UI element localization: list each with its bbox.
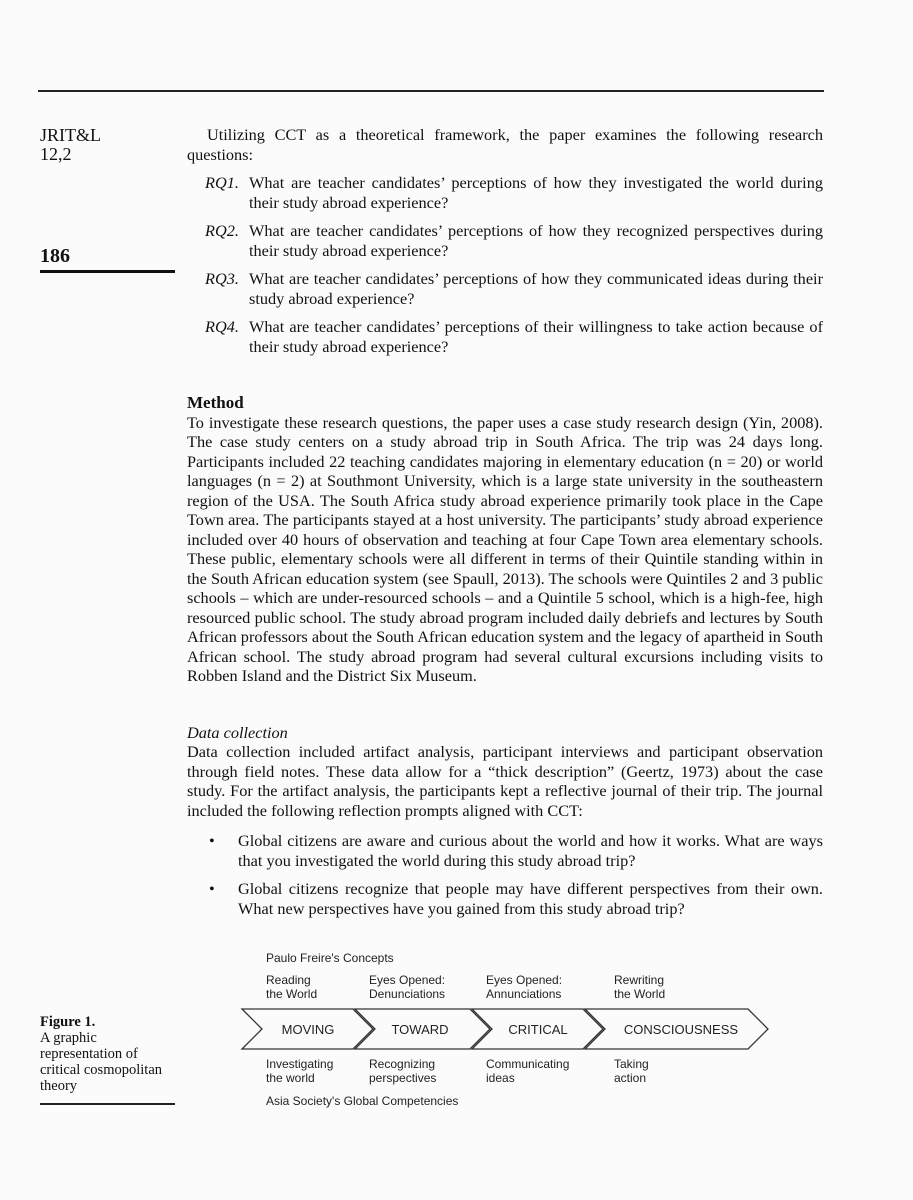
journal-id [40,126,101,164]
figure-top-title: Paulo Freire's Concepts [266,951,394,965]
competency-line: Communicating [486,1057,570,1071]
main-text [187,125,823,927]
competency-label [614,1057,649,1085]
competency-label [266,1057,333,1085]
research-question [205,221,823,260]
rq-text: What are teacher candidates’ perceptions of how they investigated the world during their study abroad experience? [249,173,823,212]
research-question [205,317,823,356]
bullet-text: Global citizens are aware and curious about the world and how it works. What are ways that you investigated the world during this study abroad trip? [238,831,823,870]
chevron-arrow [472,1009,603,1049]
arrow-word: CRITICAL [508,1022,568,1037]
rq-label: RQ3. [205,269,239,288]
concept-label [614,973,665,1001]
competency-line: Recognizing [369,1057,436,1071]
rq-label: RQ4. [205,317,239,336]
competency-line: action [614,1071,647,1085]
header-rule [38,90,824,92]
bullet-text: Global citizens recognize that people may have different perspectives from their own. What new perspectives have you gained from this study abroad trip? [238,879,823,918]
bullet-icon: • [209,831,215,850]
method-paragraph: To investigate these research questions, the paper uses a case study research design (Yin, 2008). The case study centers on a study abroad trip in South Africa. The trip was 24 days long. Participants included 22 teaching candidates majoring in elementary education (n = 20) or world languages (n = 2) at Southmont University, which is a large state university in the southeastern region of the USA. The South Africa study abroad experience primarily took place in the Cape Town area. The participants stayed at a host university. The participants’ study abroad experience included over 40 hours of observation and teaching at four Cape Town area elementary schools. These public, elementary schools were all different in terms of their Quintile standing within in the South African education system (see Spaull, 2013). The schools were Quintiles 2 and 3 public schools – which are under-resourced schools – and a Quintile 5 school, which is a high-fee, high resourced public school. The study abroad program included daily debriefs and lectures by South African professors about the South African education system and the legacy of apartheid in South African school. The study abroad program had several cultural excursions including visits to Robben Island and the District Six Museum. [187,412,823,685]
list-item [205,879,823,918]
chevron-arrow [355,1009,490,1049]
data-collection-heading: Data collection [187,722,288,742]
figure-label: Figure 1. [40,1014,96,1030]
chevron-arrow [242,1009,373,1049]
concept-line: Reading [266,973,311,987]
caption-rule [40,1103,175,1105]
list-item [205,831,823,870]
arrow-word: MOVING [281,1022,335,1037]
chevron-arrow [585,1009,768,1049]
competency-label [369,1057,436,1085]
page-number: 186 [40,245,70,267]
figure-bottom-title: Asia Society's Global Competencies [266,1094,459,1108]
chevron-arrows [242,1009,768,1049]
concept-line: Eyes Opened: [486,973,563,987]
concept-line: Rewriting [614,973,665,987]
competency-line: the world [266,1071,315,1085]
concept-label [486,973,562,1001]
rq-label: RQ2. [205,221,239,240]
competency-line: ideas [486,1071,515,1085]
journal-name: JRIT&L [40,125,101,145]
concept-line: the World [266,987,318,1001]
reflection-prompts [187,831,823,918]
volume-issue: 12,2 [40,144,72,164]
competency-line: Taking [614,1057,649,1071]
page-number-rule [40,270,175,273]
figure-caption [40,1014,180,1094]
concept-label [266,973,317,1001]
bullet-icon: • [209,879,215,898]
arrow-word: CONSCIOUSNESS [623,1022,739,1037]
research-question [205,269,823,308]
rq-text: What are teacher candidates’ perceptions of their willingness to take action because of their study abroad experience? [249,317,823,356]
arrow-word: TOWARD [391,1022,449,1037]
intro-paragraph: Utilizing CCT as a theoretical framework, the paper examines the following research questions: [187,125,823,164]
competency-label [486,1057,569,1085]
concept-line: Denunciations [369,987,446,1001]
figure-caption-text: A graphic representation of critical cosmopolitan theory [40,1030,163,1094]
research-questions [187,173,823,356]
rq-text: What are teacher candidates’ perceptions of how they recognized perspectives during their study abroad experience? [249,221,823,260]
competency-line: Investigating [266,1057,334,1071]
rq-text: What are teacher candidates’ perceptions of how they communicated ideas during their study abroad experience? [249,269,823,308]
method-heading: Method [187,393,244,412]
concept-line: Annunciations [486,987,562,1001]
rq-label: RQ1. [205,173,239,192]
data-collection-paragraph: Data collection included artifact analysis, participant interviews and participant observation through field notes. These data allow for a “thick description” (Geertz, 1973) about the case study. For the artifact analysis, the participants kept a reflective journal of their trip. The journal included the following reflection prompts aligned with CCT: [187,742,823,820]
competency-line: perspectives [369,1071,437,1085]
research-question [205,173,823,212]
concept-line: the World [614,987,666,1001]
concept-line: Eyes Opened: [369,973,446,987]
concept-label [369,973,445,1001]
